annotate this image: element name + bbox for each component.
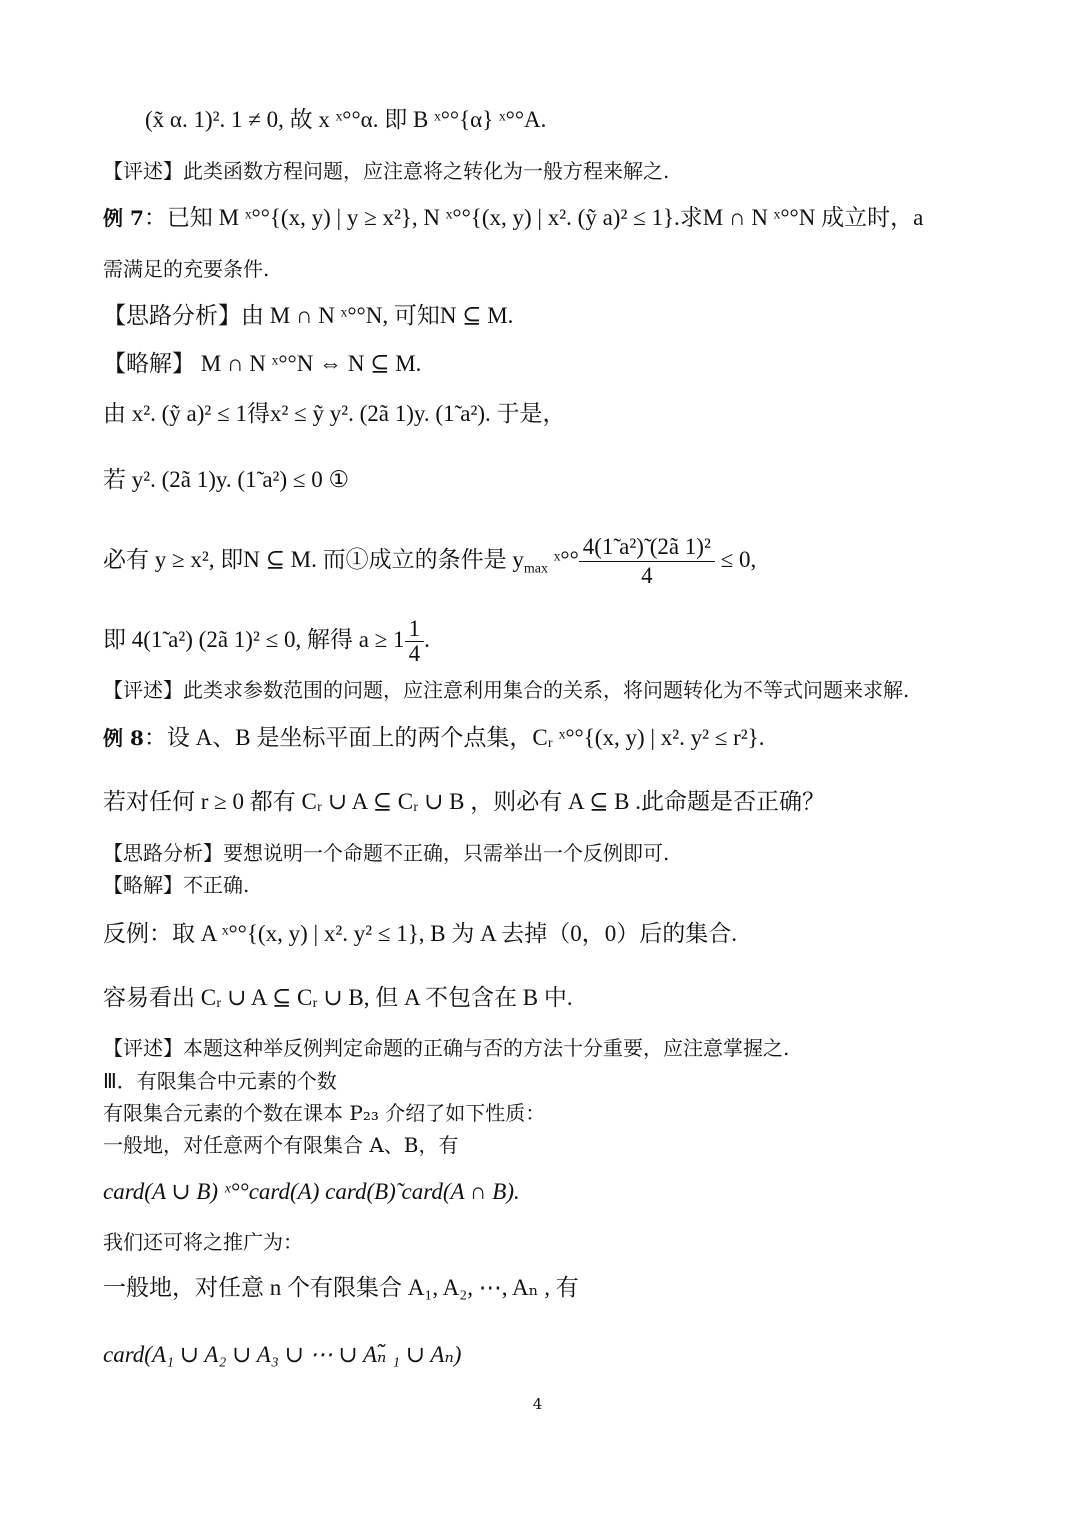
example-text: ：设 A、B 是坐标平面上的两个点集，Cᵣ ˣ°°{(x, y) | x². y² ≤ r²}. (143, 725, 765, 750)
example-label: 例 8 (103, 726, 144, 750)
fraction (579, 533, 715, 590)
example-label: 例 7 (103, 206, 144, 230)
example-text: ：已知 M ˣ°°{(x, y) | y ≥ x²}, N ˣ°°{(x, y) | x². (ỹ a)² ≤ 1}.求M ∩ N ˣ°°N 成立时，a (143, 205, 924, 230)
fraction-denominator: 4 (408, 641, 421, 667)
derivation-line: 由 x². (ỹ a)² ≤ 1得x² ≤ ỹ y². (2ã 1)y. (1̃ a²). 于是， (103, 401, 566, 426)
comment-paragraph: 【评述】此类函数方程问题，应注意将之转化为一般方程来解之. (103, 159, 670, 183)
text-line: 有限集合元素的个数在课本 P₂₃ 介绍了如下性质： (103, 1101, 546, 1125)
section-heading: Ⅲ．有限集合中元素的个数 (103, 1069, 337, 1093)
comment-paragraph: 【评述】此类求参数范围的问题，应注意利用集合的关系，将问题转化为不等式问题来求解. (103, 678, 910, 702)
line-prefix: 必有 y ≥ x², 即N ⊆ M. 而①成立的条件是 y (103, 547, 524, 572)
line-prefix: 即 4(1̃ a²) (2ã 1)² ≤ 0, 解得 a ≥ 1 (103, 627, 405, 652)
formula-line: (x̃ α. 1)². 1 ≠ 0, 故 x ˣ°°α. 即 B ˣ°°{α} ˣ°°A. (145, 107, 547, 132)
example-7-line (103, 204, 923, 232)
example-8-line (103, 724, 764, 752)
text-line: 一般地，对任意两个有限集合 A、B，有 (103, 1133, 459, 1157)
fraction-numerator: 1 (405, 617, 425, 642)
fraction-denominator: 4 (641, 563, 653, 589)
fraction (405, 617, 425, 666)
counterexample-line: 反例：取 A ˣ°°{(x, y) | x². y² ≤ 1}, B 为 A 去掉（0，0）后的集合. (103, 921, 737, 946)
card-formula: card(A₁ ∪ A₂ ∪ A₃ ∪ ⋯ ∪ Aₙ̃ ₁ ∪ Aₙ) (103, 1342, 462, 1367)
condition-line: 若 y². (2ã 1)y. (1̃ a²) ≤ 0 ① (103, 467, 350, 492)
condition-fraction-line (103, 530, 756, 590)
solution-line: 【略解】 M ∩ N ˣ°°N ⇔ N ⊆ M. (103, 351, 422, 376)
text-line: 我们还可将之推广为： (103, 1230, 303, 1254)
card-formula: card(A ∪ B) ˣ°°card(A) card(B)̃ card(A ∩ B). (103, 1179, 520, 1204)
comment-paragraph: 【评述】本题这种举反例判定命题的正确与否的方法十分重要，应注意掌握之. (103, 1036, 790, 1060)
solution-line: 【略解】不正确. (103, 873, 250, 897)
page-number: 4 (532, 1395, 543, 1413)
text-line: 容易看出 Cᵣ ∪ A ⊆ Cᵣ ∪ B, 但 A 不包含在 B 中. (103, 985, 573, 1010)
analysis-line: 【思路分析】要想说明一个命题不正确，只需举出一个反例即可. (103, 841, 670, 865)
result-line (103, 610, 430, 670)
question-line: 若对任何 r ≥ 0 都有 Cᵣ ∪ A ⊆ Cᵣ ∪ B ，则必有 A ⊆ B .此命题是否正确？ (103, 789, 825, 814)
text-line: 需满足的充要条件. (103, 257, 270, 281)
fraction-numerator: 4(1̃ a²)̃ (2ã 1)² (579, 533, 715, 562)
text-line: 一般地，对任意 n 个有限集合 A₁, A₂, ⋯, Aₙ , 有 (103, 1275, 579, 1300)
line-suffix: ≤ 0, (714, 547, 757, 572)
line-suffix: . (424, 627, 430, 652)
subscript: max (523, 561, 548, 577)
equals-sign: ˣ°° (547, 547, 579, 572)
analysis-line: 【思路分析】由 M ∩ N ˣ°°N, 可知N ⊆ M. (103, 303, 514, 328)
